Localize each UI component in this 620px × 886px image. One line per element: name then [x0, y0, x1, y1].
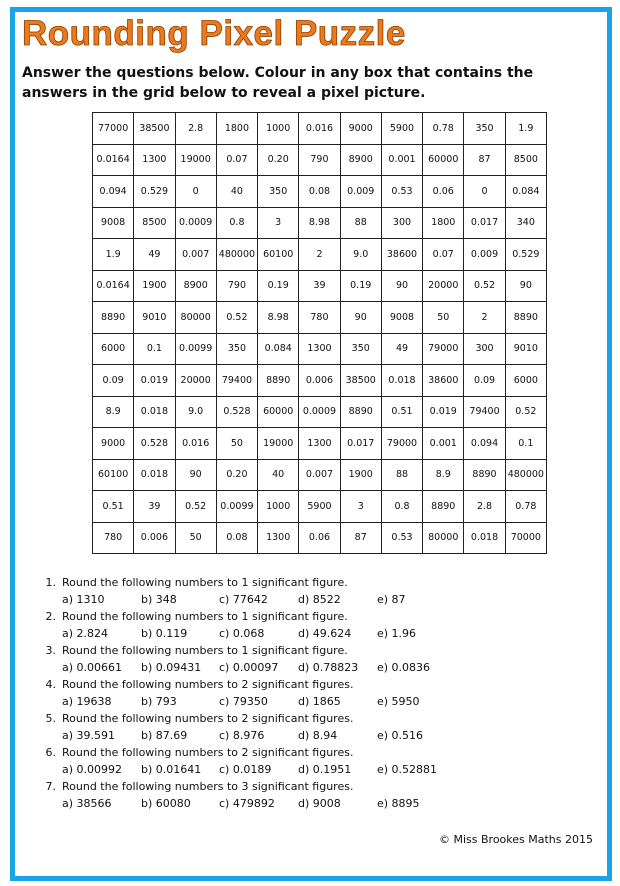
grid-cell[interactable]: 0.084 — [258, 333, 299, 365]
grid-cell[interactable]: 8900 — [340, 144, 381, 176]
grid-row — [93, 365, 547, 397]
grid-cell[interactable]: 9008 — [93, 207, 134, 239]
grid-cell[interactable]: 9000 — [93, 428, 134, 460]
grid-cell[interactable]: 0.19 — [340, 270, 381, 302]
question-item — [22, 676, 582, 710]
grid-cell[interactable]: 3 — [340, 491, 381, 523]
pixel-grid — [92, 112, 547, 554]
grid-cell[interactable]: 38500 — [340, 365, 381, 397]
grid-cell[interactable]: 9010 — [505, 333, 546, 365]
grid-cell[interactable]: 39 — [134, 491, 175, 523]
question-number: 2. — [45, 610, 56, 623]
grid-cell[interactable]: 60000 — [258, 396, 299, 428]
grid-cell[interactable]: 2 — [464, 302, 505, 334]
grid-cell[interactable]: 2.8 — [175, 113, 216, 145]
grid-cell[interactable]: 0.09 — [93, 365, 134, 397]
question-number: 7. — [45, 780, 56, 793]
grid-cell[interactable]: 0.19 — [258, 270, 299, 302]
grid-cell[interactable]: 0.20 — [216, 459, 257, 491]
grid-cell[interactable]: 0.8 — [216, 207, 257, 239]
grid-row — [93, 176, 547, 208]
question-part: e) 87 — [377, 593, 406, 606]
grid-cell[interactable]: 8500 — [134, 207, 175, 239]
grid-row — [93, 459, 547, 491]
question-part: b) 0.01641 — [141, 763, 202, 776]
grid-cell[interactable]: 0.529 — [134, 176, 175, 208]
grid-cell[interactable]: 0.07 — [423, 239, 464, 271]
grid-cell[interactable]: 0.001 — [423, 428, 464, 460]
question-part: a) 19638 — [62, 695, 112, 708]
grid-cell[interactable]: 5900 — [299, 491, 340, 523]
grid-cell[interactable]: 0.016 — [175, 428, 216, 460]
question-part: a) 0.00992 — [62, 763, 123, 776]
grid-cell[interactable]: 1900 — [340, 459, 381, 491]
question-part: d) 8.94 — [298, 729, 338, 742]
grid-cell[interactable]: 19000 — [258, 428, 299, 460]
grid-cell[interactable]: 0.08 — [299, 176, 340, 208]
grid-cell[interactable]: 300 — [381, 207, 422, 239]
grid-cell[interactable]: 90 — [175, 459, 216, 491]
question-part: c) 0.068 — [219, 627, 265, 640]
question-part: c) 0.0189 — [219, 763, 272, 776]
grid-cell[interactable]: 0.094 — [464, 428, 505, 460]
grid-cell[interactable]: 0.20 — [258, 144, 299, 176]
question-number: 6. — [45, 746, 56, 759]
grid-cell[interactable]: 79400 — [216, 365, 257, 397]
grid-cell[interactable]: 0.528 — [134, 428, 175, 460]
grid-cell[interactable]: 0.06 — [299, 522, 340, 554]
question-part: c) 77642 — [219, 593, 268, 606]
grid-cell[interactable]: 350 — [258, 176, 299, 208]
grid-cell[interactable]: 8.9 — [93, 396, 134, 428]
grid-cell[interactable]: 0.51 — [93, 491, 134, 523]
grid-cell[interactable]: 2 — [299, 239, 340, 271]
grid-cell[interactable]: 0.09 — [464, 365, 505, 397]
grid-cell[interactable]: 0.07 — [216, 144, 257, 176]
grid-cell[interactable]: 6000 — [505, 365, 546, 397]
grid-cell[interactable]: 1900 — [134, 270, 175, 302]
grid-cell[interactable]: 5900 — [381, 113, 422, 145]
question-text: Round the following numbers to 1 significant figure. — [62, 576, 348, 589]
question-heading — [22, 608, 582, 625]
grid-cell[interactable]: 77000 — [93, 113, 134, 145]
grid-cell[interactable]: 0.52 — [216, 302, 257, 334]
question-part: d) 1865 — [298, 695, 341, 708]
question-part: b) 0.119 — [141, 627, 188, 640]
grid-cell[interactable]: 790 — [299, 144, 340, 176]
question-parts — [22, 693, 582, 710]
grid-cell[interactable]: 0.53 — [381, 522, 422, 554]
question-text: Round the following numbers to 2 significant figures. — [62, 712, 354, 725]
grid-cell[interactable]: 0.51 — [381, 396, 422, 428]
grid-cell[interactable]: 79400 — [464, 396, 505, 428]
grid-cell[interactable]: 88 — [381, 459, 422, 491]
question-heading — [22, 574, 582, 591]
question-part: a) 0.00661 — [62, 661, 123, 674]
question-item — [22, 642, 582, 676]
grid-cell[interactable]: 1800 — [423, 207, 464, 239]
question-number: 1. — [45, 576, 56, 589]
grid-cell[interactable]: 8890 — [464, 459, 505, 491]
grid-cell[interactable]: 0.1 — [134, 333, 175, 365]
grid-cell[interactable]: 1.9 — [505, 113, 546, 145]
question-number: 4. — [45, 678, 56, 691]
grid-cell[interactable]: 9.0 — [340, 239, 381, 271]
grid-cell[interactable]: 350 — [216, 333, 257, 365]
grid-cell[interactable]: 0.007 — [175, 239, 216, 271]
grid-cell[interactable]: 0.78 — [423, 113, 464, 145]
grid-cell[interactable]: 9.0 — [175, 396, 216, 428]
question-part: e) 5950 — [377, 695, 420, 708]
grid-cell[interactable]: 0.001 — [381, 144, 422, 176]
question-part: d) 0.1951 — [298, 763, 352, 776]
grid-cell[interactable]: 2.8 — [464, 491, 505, 523]
question-part: a) 39.591 — [62, 729, 116, 742]
grid-cell[interactable]: 9008 — [381, 302, 422, 334]
grid-cell[interactable]: 0.78 — [505, 491, 546, 523]
grid-cell[interactable]: 87 — [340, 522, 381, 554]
grid-cell[interactable]: 8900 — [175, 270, 216, 302]
question-heading — [22, 778, 582, 795]
grid-cell[interactable]: 20000 — [175, 365, 216, 397]
grid-cell[interactable]: 0.009 — [340, 176, 381, 208]
grid-cell[interactable]: 0.8 — [381, 491, 422, 523]
grid-cell[interactable]: 1300 — [299, 333, 340, 365]
grid-cell[interactable]: 0.0099 — [175, 333, 216, 365]
grid-cell[interactable]: 0.52 — [464, 270, 505, 302]
grid-cell[interactable]: 79000 — [381, 428, 422, 460]
question-part: b) 87.69 — [141, 729, 188, 742]
question-part: d) 8522 — [298, 593, 341, 606]
grid-cell[interactable]: 1000 — [258, 113, 299, 145]
question-item — [22, 574, 582, 608]
grid-cell[interactable]: 0.019 — [423, 396, 464, 428]
grid-cell[interactable]: 0.08 — [216, 522, 257, 554]
grid-cell[interactable]: 780 — [93, 522, 134, 554]
grid-cell[interactable]: 39 — [299, 270, 340, 302]
grid-cell[interactable]: 0.094 — [93, 176, 134, 208]
grid-cell[interactable]: 480000 — [505, 459, 546, 491]
question-item — [22, 608, 582, 642]
question-item — [22, 778, 582, 812]
question-text: Round the following numbers to 2 significant figures. — [62, 746, 354, 759]
grid-cell[interactable]: 0.006 — [299, 365, 340, 397]
grid-cell[interactable]: 70000 — [505, 522, 546, 554]
grid-cell[interactable]: 20000 — [423, 270, 464, 302]
grid-row — [93, 522, 547, 554]
grid-cell[interactable]: 350 — [340, 333, 381, 365]
grid-cell[interactable]: 9010 — [134, 302, 175, 334]
grid-cell[interactable]: 0.0009 — [175, 207, 216, 239]
grid-cell[interactable]: 1000 — [258, 491, 299, 523]
grid-cell[interactable]: 0.006 — [134, 522, 175, 554]
grid-row — [93, 491, 547, 523]
grid-cell[interactable]: 0.018 — [381, 365, 422, 397]
grid-cell[interactable]: 1300 — [134, 144, 175, 176]
grid-row — [93, 396, 547, 428]
grid-cell[interactable]: 0.0009 — [299, 396, 340, 428]
grid-cell[interactable]: 0.018 — [464, 522, 505, 554]
question-part: b) 0.09431 — [141, 661, 202, 674]
grid-cell[interactable]: 0.52 — [505, 396, 546, 428]
grid-cell[interactable]: 0 — [464, 176, 505, 208]
question-part: d) 0.78823 — [298, 661, 359, 674]
question-item — [22, 744, 582, 778]
grid-cell[interactable]: 350 — [464, 113, 505, 145]
grid-cell[interactable]: 0.06 — [423, 176, 464, 208]
grid-cell[interactable]: 9000 — [340, 113, 381, 145]
grid-cell[interactable]: 40 — [258, 459, 299, 491]
grid-cell[interactable]: 80000 — [423, 522, 464, 554]
grid-cell[interactable]: 0.52 — [175, 491, 216, 523]
question-part: b) 60080 — [141, 797, 191, 810]
grid-cell[interactable]: 0.017 — [340, 428, 381, 460]
question-part: c) 8.976 — [219, 729, 265, 742]
grid-row — [93, 113, 547, 145]
grid-cell[interactable]: 0.0164 — [93, 144, 134, 176]
grid-cell[interactable]: 0.016 — [299, 113, 340, 145]
grid-cell[interactable]: 0.018 — [134, 396, 175, 428]
question-part: e) 8895 — [377, 797, 420, 810]
grid-cell[interactable]: 8.98 — [258, 302, 299, 334]
question-heading — [22, 676, 582, 693]
grid-cell[interactable]: 90 — [381, 270, 422, 302]
grid-cell[interactable]: 38600 — [381, 239, 422, 271]
grid-cell[interactable]: 8890 — [505, 302, 546, 334]
grid-cell[interactable]: 0.0099 — [216, 491, 257, 523]
grid-cell[interactable]: 60100 — [258, 239, 299, 271]
grid-cell[interactable]: 0.017 — [464, 207, 505, 239]
grid-cell[interactable]: 0 — [175, 176, 216, 208]
question-heading — [22, 642, 582, 659]
grid-cell[interactable]: 49 — [381, 333, 422, 365]
question-text: Round the following numbers to 3 significant figures. — [62, 780, 354, 793]
grid-cell[interactable]: 60000 — [423, 144, 464, 176]
question-part: a) 38566 — [62, 797, 112, 810]
question-part: e) 1.96 — [377, 627, 417, 640]
grid-cell[interactable]: 1.9 — [93, 239, 134, 271]
question-parts — [22, 591, 582, 608]
grid-cell[interactable]: 8890 — [423, 491, 464, 523]
question-parts — [22, 795, 582, 812]
question-item — [22, 710, 582, 744]
question-number: 3. — [45, 644, 56, 657]
question-parts — [22, 625, 582, 642]
question-part: b) 793 — [141, 695, 177, 708]
question-part: e) 0.0836 — [377, 661, 431, 674]
grid-cell[interactable]: 6000 — [93, 333, 134, 365]
grid-cell[interactable]: 80000 — [175, 302, 216, 334]
grid-cell[interactable]: 79000 — [423, 333, 464, 365]
grid-row — [93, 302, 547, 334]
page-title: Rounding Pixel Puzzle — [22, 14, 406, 53]
grid-cell[interactable]: 0.084 — [505, 176, 546, 208]
grid-cell[interactable]: 38600 — [423, 365, 464, 397]
grid-cell[interactable]: 780 — [299, 302, 340, 334]
grid-cell[interactable]: 88 — [340, 207, 381, 239]
grid-cell[interactable]: 340 — [505, 207, 546, 239]
question-parts — [22, 727, 582, 744]
grid-cell[interactable]: 38500 — [134, 113, 175, 145]
grid-cell[interactable]: 1300 — [258, 522, 299, 554]
question-parts — [22, 761, 582, 778]
grid-cell[interactable]: 790 — [216, 270, 257, 302]
grid-cell[interactable]: 0.0164 — [93, 270, 134, 302]
grid-cell[interactable]: 50 — [423, 302, 464, 334]
question-part: a) 1310 — [62, 593, 105, 606]
grid-cell[interactable]: 50 — [216, 428, 257, 460]
question-text: Round the following numbers to 1 significant figure. — [62, 644, 348, 657]
grid-cell[interactable]: 0.019 — [134, 365, 175, 397]
question-part: d) 49.624 — [298, 627, 352, 640]
grid-cell[interactable]: 480000 — [216, 239, 257, 271]
question-part: c) 0.00097 — [219, 661, 279, 674]
grid-cell[interactable]: 87 — [464, 144, 505, 176]
grid-row — [93, 207, 547, 239]
grid-row — [93, 270, 547, 302]
grid-cell[interactable]: 90 — [505, 270, 546, 302]
grid-row — [93, 239, 547, 271]
question-part: a) 2.824 — [62, 627, 109, 640]
grid-cell[interactable]: 8.9 — [423, 459, 464, 491]
question-text: Round the following numbers to 1 significant figure. — [62, 610, 348, 623]
grid-cell[interactable]: 49 — [134, 239, 175, 271]
question-part: d) 9008 — [298, 797, 341, 810]
question-heading — [22, 710, 582, 727]
copyright-notice: © Miss Brookes Maths 2015 — [439, 833, 593, 846]
grid-cell[interactable]: 0.007 — [299, 459, 340, 491]
grid-cell[interactable]: 8890 — [93, 302, 134, 334]
grid-row — [93, 144, 547, 176]
question-part: c) 79350 — [219, 695, 268, 708]
question-parts — [22, 659, 582, 676]
grid-cell[interactable]: 50 — [175, 522, 216, 554]
grid-cell[interactable]: 90 — [340, 302, 381, 334]
grid-cell[interactable]: 0.018 — [134, 459, 175, 491]
question-part: b) 348 — [141, 593, 177, 606]
grid-cell[interactable]: 40 — [216, 176, 257, 208]
grid-cell[interactable]: 8500 — [505, 144, 546, 176]
question-part: c) 479892 — [219, 797, 275, 810]
grid-cell[interactable]: 60100 — [93, 459, 134, 491]
grid-cell[interactable]: 0.53 — [381, 176, 422, 208]
grid-cell[interactable]: 19000 — [175, 144, 216, 176]
instructions-text: Answer the questions below. Colour in any box that contains the answers in the grid below to reveal a pixel picture. — [22, 65, 534, 101]
question-part: e) 0.52881 — [377, 763, 438, 776]
grid-row — [93, 333, 547, 365]
grid-cell[interactable]: 0.009 — [464, 239, 505, 271]
grid-cell[interactable]: 8.98 — [299, 207, 340, 239]
grid-row — [93, 428, 547, 460]
grid-cell[interactable]: 8890 — [340, 396, 381, 428]
grid-cell[interactable]: 3 — [258, 207, 299, 239]
question-list — [22, 574, 582, 812]
question-heading — [22, 744, 582, 761]
grid-cell[interactable]: 8890 — [258, 365, 299, 397]
grid-cell[interactable]: 0.1 — [505, 428, 546, 460]
grid-cell[interactable]: 1800 — [216, 113, 257, 145]
grid-cell[interactable]: 0.528 — [216, 396, 257, 428]
grid-cell[interactable]: 1300 — [299, 428, 340, 460]
question-text: Round the following numbers to 2 significant figures. — [62, 678, 354, 691]
question-part: e) 0.516 — [377, 729, 424, 742]
grid-cell[interactable]: 0.529 — [505, 239, 546, 271]
grid-cell[interactable]: 300 — [464, 333, 505, 365]
question-number: 5. — [45, 712, 56, 725]
